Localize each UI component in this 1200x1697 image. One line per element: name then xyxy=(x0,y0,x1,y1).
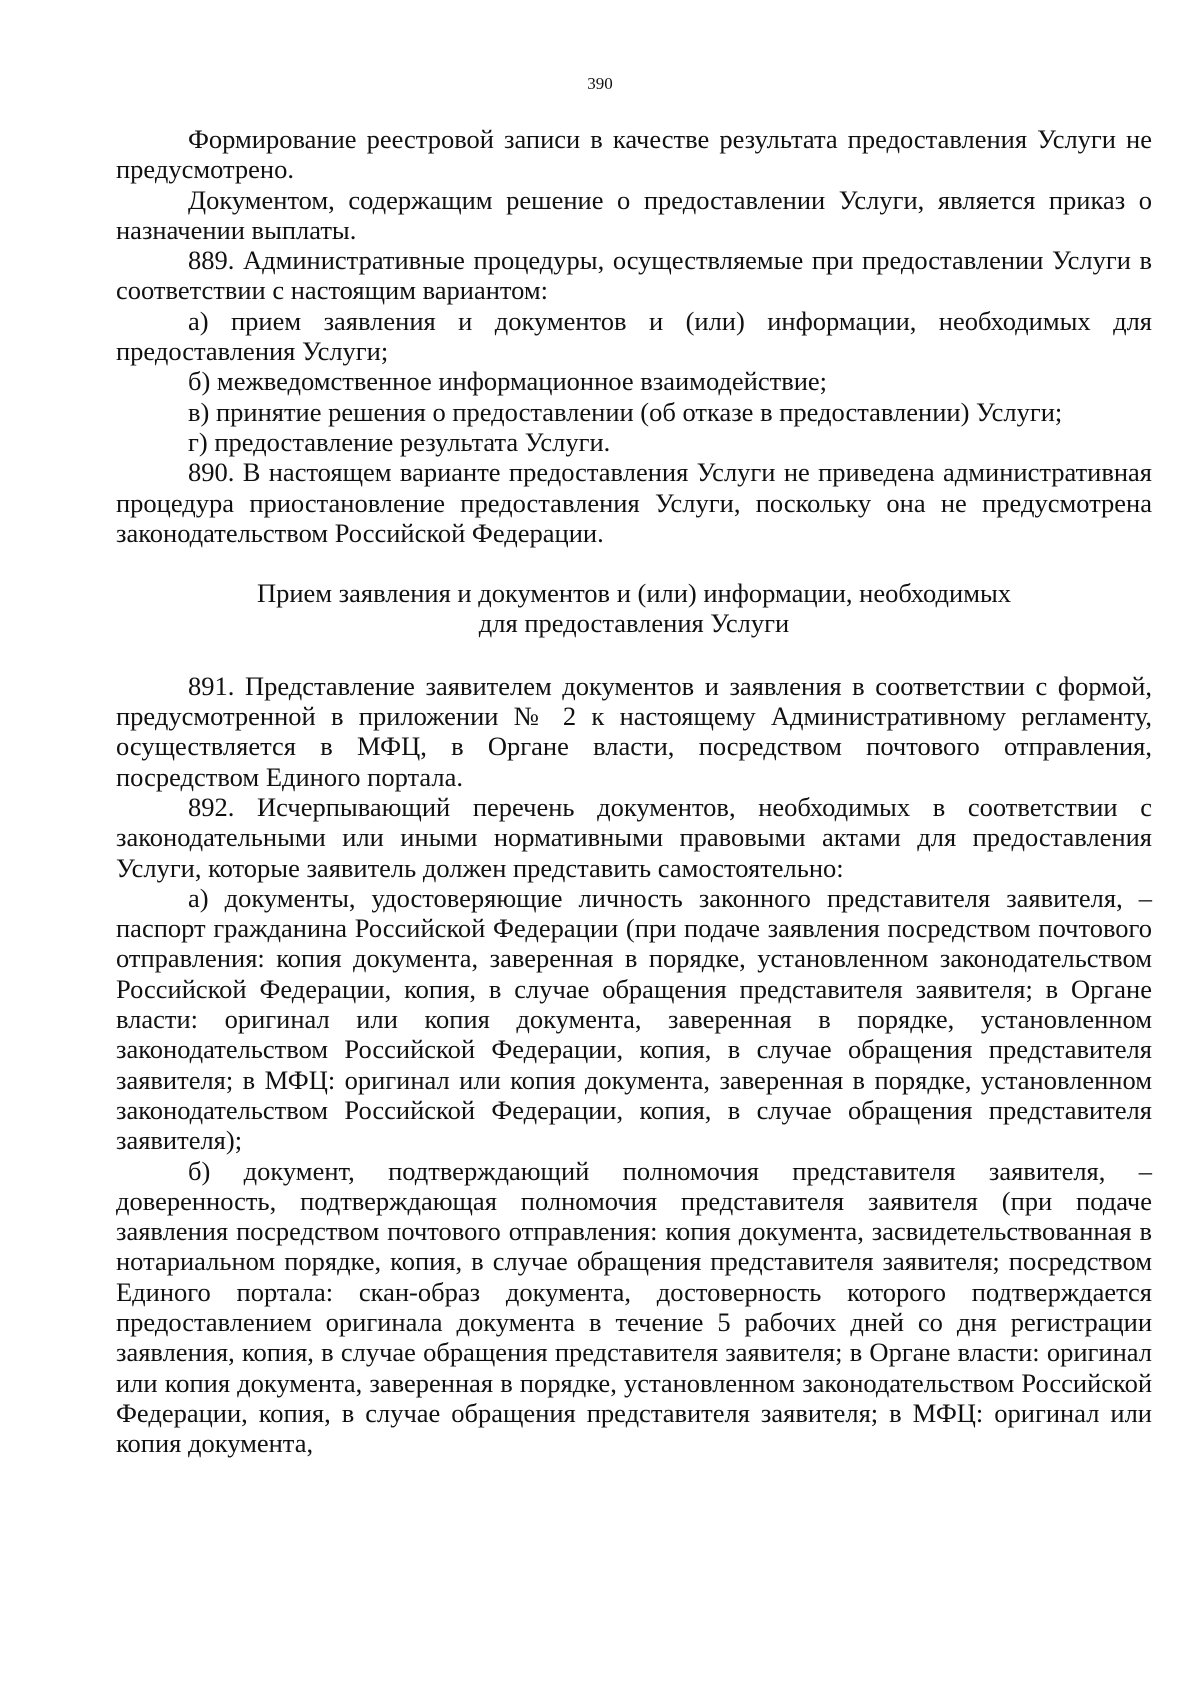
paragraph-892: 892. Исчерпывающий перечень документов, необходимых в соответствии с законодательными или иными нормативными правовыми актами для предоставления Услуги, которые заявитель должен представить самостоятельно: xyxy=(116,791,1152,883)
paragraph-result-document: Документом, содержащим решение о предоставлении Услуги, является приказ о назначении выплаты. xyxy=(116,184,1152,245)
paragraph-890: 890. В настоящем варианте предоставления Услуги не приведена административная процедура приостановление предоставления Услуги, поскольку она не предусмотрена законодательством Российской Федерации. xyxy=(116,457,1152,548)
paragraph-892-b: б) документ, подтверждающий полномочия представителя заявителя, – доверенность, подтверждающая полномочия представителя заявителя (при подаче заявления посредством почтового отправления: копия документа, засвидетельствованная в нотариальном порядке, копия, в случае обращения представителя заявителя; посредством Единого портала: скан-образ документа, достоверность которого подтверждается предоставлением оригинала документа в течение 5 рабочих дней со дня регистрации заявления, копия, в случае обращения представителя заявителя; в Органе власти: оригинал или копия документа, заверенная в порядке, установленном законодательством Российской Федерации, копия, в случае обращения представителя заявителя; в МФЦ: оригинал или копия документа, xyxy=(116,1155,1152,1459)
page-number: 390 xyxy=(587,74,613,93)
paragraph-892-a: а) документы, удостоверяющие личность законного представителя заявителя, – паспорт гражданина Российской Федерации (при подаче заявления посредством почтового отправления: копия документа, заверенная в порядке, установленном законодательством Российской Федерации, копия, в случае обращения представителя заявителя; в Органе власти: оригинал или копия документа, заверенная в порядке, установленном законодательством Российской Федерации, копия, в случае обращения представителя заявителя; в МФЦ: оригинал или копия документа, заверенная в порядке, установленном законодательством Российской Федерации, копия, в случае обращения представителя заявителя); xyxy=(116,882,1152,1156)
section-heading: Прием заявления и документов и (или) информации, необходимых для предоставления Услуги xyxy=(256,578,1012,639)
paragraph-889: 889. Административные процедуры, осуществляемые при предоставлении Услуги в соответствии с настоящим вариантом: xyxy=(116,245,1152,306)
list-item-v: в) принятие решения о предоставлении (об отказе в предоставлении) Услуги; xyxy=(188,396,1063,427)
list-item-g: г) предоставление результата Услуги. xyxy=(188,426,611,457)
document-body xyxy=(116,124,1152,1458)
list-item-b: б) межведомственное информационное взаимодействие; xyxy=(188,366,828,397)
list-item-a: а) прием заявления и документов и (или) информации, необходимых для предоставления Услуги; xyxy=(116,305,1152,367)
paragraph-891: 891. Представление заявителем документов и заявления в соответствии с формой, предусмотренной в приложении № 2 к настоящему Административному регламенту, осуществляется в МФЦ, в Органе власти, посредством почтового отправления, посредством Единого портала. xyxy=(116,670,1152,792)
paragraph-result-registry: Формирование реестровой записи в качестве результата предоставления Услуги не предусмотрено. xyxy=(116,124,1152,185)
